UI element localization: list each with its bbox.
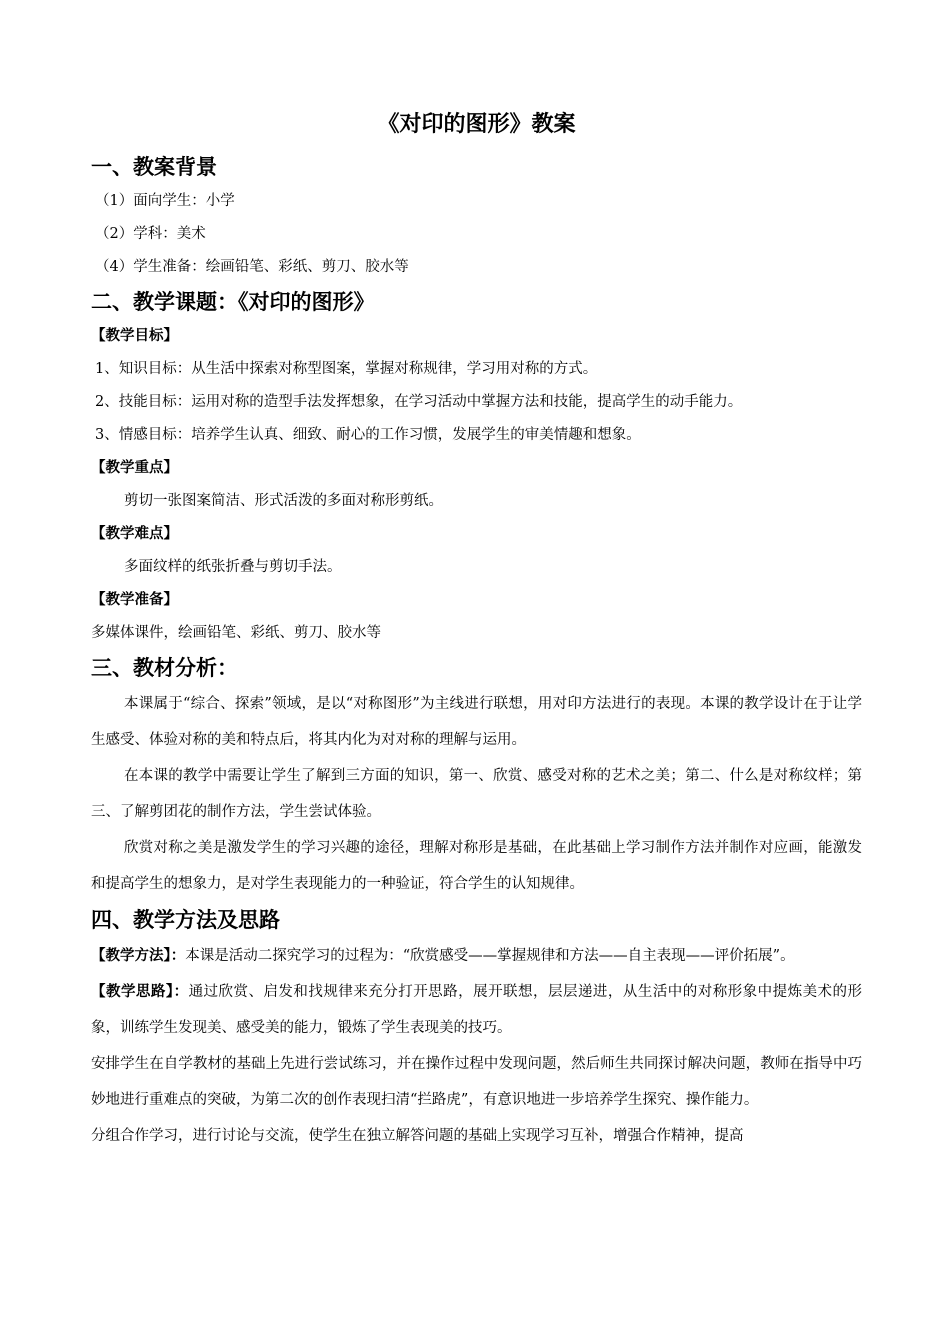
key-point-label: 【教学重点】 [91,460,178,476]
difficulty-label: 【教学难点】 [91,526,178,542]
method-detail-paragraph: 分组合作学习，进行讨论与交流，使学生在独立解答问题的基础上实现学习互补，增强合作精神，提高 [91,1128,744,1144]
background-item-students: （1）面向学生：小学 [95,193,235,209]
goals-label: 【教学目标】 [91,328,178,344]
preparation-label: 【教学准备】 [91,592,178,608]
section-heading-analysis: 三、教材分析： [91,656,238,680]
document-title: 《对印的图形》教案 [377,112,576,137]
key-point-text: 剪切一张图案简洁、形式活泼的多面对称形剪纸。 [124,493,443,509]
goal-emotion: 3、情感目标：培养学生认真、细致、耐心的工作习惯，发展学生的审美情趣和想象。 [95,427,641,443]
analysis-paragraph: 本课属于“综合、探索”领域，是以“对称图形”为主线进行联想，用对印方法进行的表现。本课的教学设计在于让学生感受、体验对称的美和特点后，将其内化为对对称的理解与运用。 [91,696,862,748]
section-heading-topic: 二、教学课题：《对印的图形》 [91,290,375,314]
goal-knowledge: 1、知识目标：从生活中探索对称型图案，掌握对称规律，学习用对称的方式。 [95,361,598,377]
difficulty-text: 多面纹样的纸张折叠与剪切手法。 [124,559,342,575]
goal-skill: 2、技能目标：运用对称的造型手法发挥想象，在学习活动中掌握方法和技能，提高学生的动手能力。 [95,394,743,410]
method-detail-paragraph: 安排学生在自学教材的基础上先进行尝试练习，并在操作过程中发现问题，然后师生共同探讨解决问题，教师在指导中巧妙地进行重难点的突破，为第二次的创作表现扫清“拦路虎”，有意识地进一步培养学生探究、操作能力。 [91,1056,862,1108]
analysis-paragraph: 在本课的教学中需要让学生了解到三方面的知识，第一、欣赏、感受对称的艺术之美；第二、什么是对称纹样；第三、了解剪团花的制作方法，学生尝试体验。 [91,768,862,820]
idea-text: 通过欣赏、启发和找规律来充分打开思路，展开联想，层层递进，从生活中的对称形象中提炼美术的形象，训练学生发现美、感受美的能力，锻炼了学生表现美的技巧。 [91,984,862,1036]
section-heading-method: 四、教学方法及思路 [91,908,280,932]
analysis-paragraph: 欣赏对称之美是激发学生的学习兴趣的途径，理解对称形是基础，在此基础上学习制作方法并制作对应画，能激发和提高学生的想象力，是对学生表现能力的一种验证，符合学生的认知规律。 [91,840,862,892]
background-item-preparation: （4）学生准备：绘画铅笔、彩纸、剪刀、胶水等 [95,259,409,275]
method-label: 【教学方法】： [91,948,186,964]
idea-paragraph [91,974,862,1046]
idea-label: 【教学思路】： [91,984,189,1000]
section-heading-background: 一、教案背景 [91,155,217,179]
preparation-text: 多媒体课件，绘画铅笔、彩纸、剪刀、胶水等 [91,625,381,641]
method-text: 本课是活动二探究学习的过程为：“欣赏感受——掌握规律和方法——自主表现——评价拓展”。 [185,948,795,964]
background-item-subject: （2）学科：美术 [95,226,206,242]
method-paragraph [91,938,862,974]
